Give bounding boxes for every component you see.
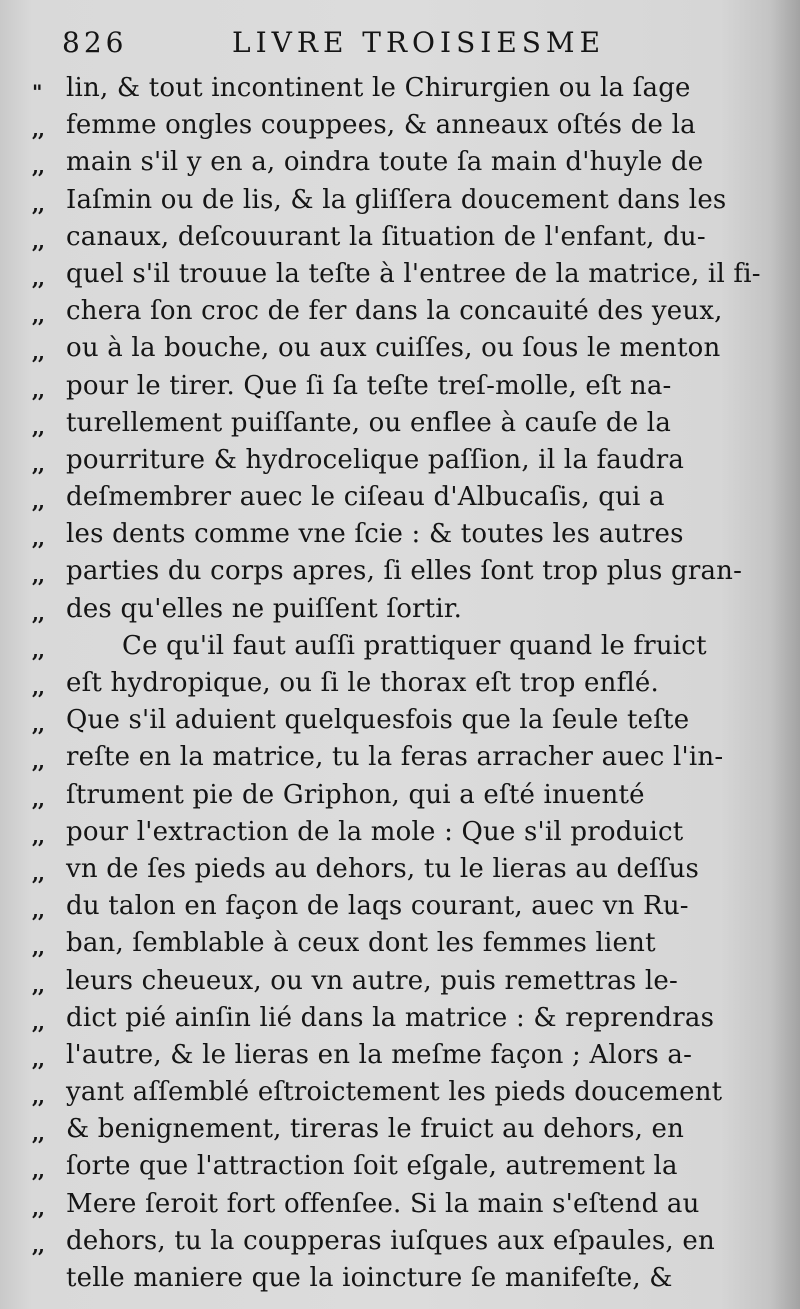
quotation-marker: ,, bbox=[32, 377, 44, 402]
line-text: & benignement, tireras le fruict au dehors, en bbox=[66, 1114, 685, 1145]
line-text: pour le tirer. Que ſi ſa teſte treſ-molle, eſt na- bbox=[66, 370, 672, 401]
text-line bbox=[0, 107, 800, 144]
text-line bbox=[0, 628, 800, 665]
quotation-marker: ,, bbox=[32, 1232, 44, 1257]
text-line bbox=[0, 1037, 800, 1074]
text-line bbox=[0, 293, 800, 330]
text-line bbox=[0, 144, 800, 181]
text-line bbox=[0, 405, 800, 442]
quotation-marker: ,, bbox=[32, 712, 44, 737]
line-text: deſmembrer auec le ciſeau d'Albucaſis, qui a bbox=[66, 482, 665, 513]
line-text: turellement puiſſante, ou enflee à cauſe de la bbox=[66, 407, 672, 438]
text-line bbox=[0, 591, 800, 628]
line-text: les dents comme vne ſcie : & toutes les autres bbox=[66, 519, 684, 550]
text-line bbox=[0, 256, 800, 293]
quotation-marker: ,, bbox=[32, 526, 44, 551]
text-line bbox=[0, 888, 800, 925]
text-line bbox=[0, 963, 800, 1000]
text-line bbox=[0, 1148, 800, 1185]
quotation-marker: ,, bbox=[32, 1158, 44, 1183]
text-line bbox=[0, 1223, 800, 1260]
page-header bbox=[62, 26, 762, 66]
text-line bbox=[0, 1074, 800, 1111]
line-text: Que s'il aduient quelquesfois que la ſeule teſte bbox=[66, 705, 690, 736]
line-text: telle maniere que la ioincture ſe manifeſte, & bbox=[66, 1263, 673, 1293]
quotation-marker: ,, bbox=[32, 935, 44, 960]
quotation-marker: " bbox=[32, 80, 42, 104]
line-text: canaux, deſcouurant la ſituation de l'enfant, du- bbox=[66, 221, 706, 252]
text-line bbox=[0, 925, 800, 962]
quotation-marker: ,, bbox=[32, 117, 44, 142]
quotation-marker: ,, bbox=[32, 637, 44, 662]
text-line bbox=[0, 219, 800, 256]
line-text: ban, ſemblable à ceux dont les femmes lient bbox=[66, 928, 656, 959]
text-line bbox=[0, 330, 800, 367]
line-text: parties du corps apres, ſi elles ſont trop plus gran- bbox=[66, 556, 743, 587]
text-line bbox=[0, 182, 800, 219]
quotation-marker: ,, bbox=[32, 154, 44, 179]
text-line bbox=[0, 479, 800, 516]
line-text: ſorte que l'attraction ſoit eſgale, autrement la bbox=[66, 1151, 678, 1182]
line-text: Ce qu'il faut auſſi prattiquer quand le fruict bbox=[122, 630, 707, 661]
line-text: lin, & tout incontinent le Chirurgien ou la ſage bbox=[66, 73, 691, 103]
text-line bbox=[0, 516, 800, 553]
quotation-marker: ,, bbox=[32, 1084, 44, 1109]
quotation-marker: ,, bbox=[32, 898, 44, 923]
quotation-marker: ,, bbox=[32, 786, 44, 811]
page-number: 826 bbox=[62, 26, 128, 59]
line-text: reſte en la matrice, tu la feras arracher auec l'in- bbox=[66, 742, 724, 773]
quotation-marker: ,, bbox=[32, 563, 44, 588]
text-line bbox=[0, 1186, 800, 1223]
quotation-marker: ,, bbox=[32, 600, 44, 625]
text-line bbox=[0, 702, 800, 739]
text-line bbox=[0, 368, 800, 405]
line-text: femme ongles couppees, & anneaux oſtés de la bbox=[66, 110, 696, 141]
line-text: vn de ſes pieds au dehors, tu le lieras au deſſus bbox=[66, 853, 700, 884]
text-line bbox=[0, 1000, 800, 1037]
quotation-marker: ,, bbox=[32, 972, 44, 997]
line-text: dehors, tu la coupperas iuſques aux eſpaules, en bbox=[66, 1225, 715, 1256]
quotation-marker: ,, bbox=[32, 749, 44, 774]
line-text: chera ſon croc de fer dans la concauité des yeux, bbox=[66, 296, 723, 327]
line-text: dict pié ainſin lié dans la matrice : & reprendras bbox=[66, 1002, 715, 1033]
line-text: pour l'extraction de la mole : Que s'il produict bbox=[66, 816, 684, 847]
quotation-marker: ,, bbox=[32, 228, 44, 253]
quotation-marker: ,, bbox=[32, 414, 44, 439]
line-text: eſt hydropique, ou ſi le thorax eſt trop enflé. bbox=[66, 668, 659, 698]
text-line bbox=[0, 553, 800, 590]
text-line bbox=[0, 814, 800, 851]
line-text: Mere ſeroit fort offenſee. Si la main s'eſtend au bbox=[66, 1188, 700, 1219]
page-gutter-shadow bbox=[770, 0, 800, 1309]
line-text: ſtrument pie de Griphon, qui a eſté inuenté bbox=[66, 779, 645, 810]
quotation-marker: ,, bbox=[32, 860, 44, 885]
running-title: LIVRE TROISIESME bbox=[232, 26, 606, 59]
line-text: quel s'il trouue la teſte à l'entree de la matrice, il fi- bbox=[66, 258, 761, 289]
quotation-marker: ,, bbox=[32, 1195, 44, 1220]
quotation-marker: ,, bbox=[32, 675, 44, 699]
text-line bbox=[0, 442, 800, 479]
quotation-marker: ,, bbox=[32, 1121, 44, 1146]
text-line bbox=[0, 739, 800, 776]
body-text bbox=[0, 70, 800, 1297]
quotation-marker: ,, bbox=[32, 303, 44, 328]
text-line bbox=[0, 1111, 800, 1148]
text-line bbox=[0, 851, 800, 888]
line-text: yant aſſemblé eſtroictement les pieds doucement bbox=[66, 1077, 723, 1108]
text-line bbox=[0, 777, 800, 814]
line-text: leurs cheueux, ou vn autre, puis remettras le- bbox=[66, 965, 678, 996]
quotation-marker: ,, bbox=[32, 1009, 44, 1034]
quotation-marker: ,, bbox=[32, 489, 44, 514]
text-line bbox=[0, 1260, 800, 1297]
line-text: Iaſmin ou de lis, & la gliſſera doucement dans les bbox=[66, 184, 727, 215]
line-text: des qu'elles ne puiſſent ſortir. bbox=[66, 593, 463, 624]
quotation-marker: ,, bbox=[32, 191, 44, 216]
quotation-marker: ,, bbox=[32, 1046, 44, 1071]
line-text: ou à la bouche, ou aux cuiſſes, ou ſous le menton bbox=[66, 333, 721, 364]
text-line bbox=[0, 665, 800, 702]
line-text: du talon en façon de laqs courant, auec vn Ru- bbox=[66, 891, 689, 922]
line-text: pourriture & hydrocelique paſſion, il la faudra bbox=[66, 444, 685, 475]
line-text: l'autre, & le lieras en la meſme façon ; Alors a- bbox=[66, 1039, 693, 1070]
quotation-marker: ,, bbox=[32, 823, 44, 848]
line-text: main s'il y en a, oindra toute ſa main d'huyle de bbox=[66, 147, 704, 178]
quotation-marker: ,, bbox=[32, 451, 44, 476]
text-line bbox=[0, 70, 800, 107]
quotation-marker: ,, bbox=[32, 265, 44, 290]
quotation-marker: ,, bbox=[32, 340, 44, 365]
